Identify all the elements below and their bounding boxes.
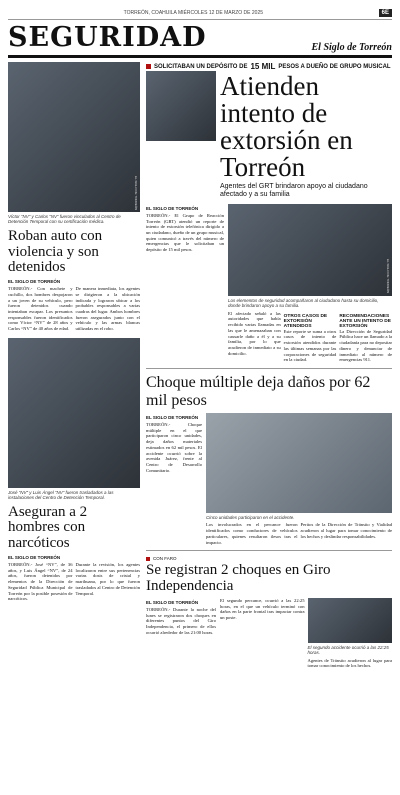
main-deck-column — [146, 71, 216, 200]
main-deck: Agentes del GRT brindaron apoyo al ciudadano afectado y a su familia — [220, 183, 368, 199]
giro-photo — [308, 598, 393, 643]
giro-right — [220, 598, 392, 669]
giro-photo-wrap — [308, 598, 393, 669]
page-number: 6E — [379, 9, 392, 17]
giro-left — [146, 598, 216, 669]
giro-photo-caption: El segundo accidente ocurrió a las 22:25 horas. — [307, 644, 389, 656]
main-col2: El afectado señaló a las autoridades que había recibido varias llamadas en las que le amenazaban con causarle daño a él y a su familia, por lo que acudieron de inmediato a su domicilio. — [228, 310, 281, 356]
crash-col1: TORREÓN.- Choque múltiple en el que participaron cinco unidades, deja daños materiales estimados en 62 mil pesos. El accidente ocurrió sobre la avenida Juárez, frente al Centro de Desarrollo Comunitario. — [146, 421, 202, 473]
story1-col2: De manera inmediata, los agentes se dirigieron a la ubicación indicada y lograron ubicar a los probables responsables a varias cuadras del lugar. Ambos hombres fueron asegurados junto con el vehículo y las armas blancas utilizadas en el robo. — [75, 286, 140, 332]
story1-photo-caption: Víctor “NV” y Carlos “NV” fueron vinculados al Centro de Detención Temporal con su certificación médica. — [8, 214, 121, 225]
crash-right — [206, 413, 392, 545]
crash-byline: EL SIGLO DE TORREÓN — [146, 414, 199, 420]
story2-photo-caption: José “NV” y Luis Ángel “NV” fueron trasladados a las instalaciones del Centro de Detención Temporal. — [8, 489, 114, 501]
story2-col1: TORREÓN.- José “NV”, de 36 años, y Luis Ángel “NV”, de 24 años, fueron detenidos por elementos de la Dirección de Seguridad Pública Municipal de Torreón por la posible posesión de narcóticos. — [8, 561, 73, 602]
giro-byline: EL SIGLO DE TORREÓN — [146, 599, 199, 605]
story2-byline: EL SIGLO DE TORREÓN — [8, 554, 61, 560]
section-title: SEGURIDAD — [8, 22, 207, 53]
crash-photo-caption: Cinco unidades participaron en el accidente. — [206, 514, 295, 520]
kicker-post: PESOS A DUEÑO DE GRUPO MUSICAL — [278, 63, 391, 70]
giro-mid-cols — [220, 598, 392, 669]
main-body-right — [228, 204, 392, 363]
main-sidehead: OTROS CASOS DE EXTORSIÓN ATENDIDOS — [283, 313, 328, 329]
right-column — [146, 62, 392, 669]
section-header — [8, 20, 392, 58]
story1-body — [8, 286, 140, 332]
crash-col3: Peritos de la Dirección de Tránsito y Vialidad acudieron al lugar para tomar conocimiento de los hechos y deslindar responsabilidades. — [300, 522, 392, 539]
main-lower-cols — [228, 311, 392, 363]
crash-left — [146, 413, 202, 545]
crash-photo — [206, 413, 392, 513]
crash-lower-cols — [206, 522, 392, 545]
giro-col3: Agentes de Tránsito acudieron al lugar para tomar conocimiento de los hechos. — [307, 657, 392, 669]
giro-headline: Se registran 2 choques en Giro Independencia — [146, 562, 331, 595]
main-col3: Este reporte se suma a otros casos de intento de extorsión atendidos durante las últimas semanas por las corporaciones de seguridad en la ciudad. — [283, 328, 337, 363]
main-story-body — [146, 204, 392, 363]
main-col3-wrap — [284, 311, 337, 363]
story2-photo — [8, 338, 140, 488]
main-byline: EL SIGLO DE TORREÓN — [146, 205, 199, 211]
crash-story — [146, 413, 392, 545]
masthead-logo: El Siglo de Torreón — [311, 42, 392, 53]
main-col4: La Dirección de Seguridad Pública hace un llamado a la ciudadanía para no depositar dinero y denunciar de inmediato al número de emergencias 911. — [339, 328, 393, 363]
main-photo-credit: EL SIGLO DE TORREÓN — [386, 259, 390, 294]
main-photo-caption: Los elementos de seguridad acompañaron al ciudadano hasta su domicilio, donde brindaron apoyo a su familia. — [228, 297, 379, 309]
story2-col2: Durante la revisión, los agentes localizaron entre sus pertenencias varias dosis de cristal y marihuana, por lo que fueron trasladados al Centro de Detención Temporal. — [75, 561, 140, 596]
main-head-column — [220, 71, 392, 200]
main-headline: Atienden intento de extorsión en Torreón — [220, 71, 353, 182]
giro-col2: El segundo percance, ocurrió a las 22:25 horas, en el que un vehículo terminó con daños en la parte frontal tras impactar contra un poste. — [220, 597, 305, 620]
kicker-marker-icon — [146, 64, 151, 69]
story1-byline: EL SIGLO DE TORREÓN — [8, 279, 61, 285]
giro-story — [146, 598, 392, 669]
main-kicker — [146, 62, 392, 71]
story1-photo-credit: EL SIGLO DE TORREÓN — [134, 175, 138, 210]
kicker-pre: SOLICITABAN UN DEPÓSITO DE — [154, 63, 248, 70]
top-bar — [8, 6, 392, 20]
main-sidehead-2: RECOMENDACIONES ANTE UN INTENTO DE EXTORSIÓN — [339, 313, 391, 329]
story2-body — [8, 562, 140, 602]
main-photo — [228, 204, 392, 296]
divider-2 — [146, 550, 392, 551]
story1-col1: TORREÓN.- Con machete y cuchillo, dos hombres despojaron a un joven de su vehículo, pero fueron detenidos cuando intentaban escapar. Los presuntos responsables fueron identificados como Víctor “NV” de 28 años y Carlos “NV” de 40 años de edad. — [8, 286, 73, 332]
giro-kicker — [146, 556, 392, 561]
giro-col1: TORREÓN.- Durante la noche del lunes se registraron dos choques en diferentes puntos del Giro Independencia, el primero de ellos ocurrió alrededor de las 21:00 horas. — [146, 606, 216, 635]
left-column — [8, 62, 140, 669]
crash-col2: Los involucrados en el percance fueron identificados como conductores de vehículos particulares, quienes resultaron ilesos tras el impacto. — [206, 522, 298, 545]
top-bar-date: TORREÓN, COAHUILA MIÉRCOLES 12 DE MARZO DE 2025 — [123, 9, 264, 16]
kicker-marker-icon — [146, 557, 150, 561]
giro-kicker-text: CON FARO — [153, 556, 177, 562]
main-body-left — [146, 204, 224, 363]
kicker-amount: 15 MIL — [250, 62, 276, 71]
page-columns — [8, 62, 392, 669]
main-col4-wrap — [339, 311, 392, 363]
main-story-top — [146, 71, 392, 200]
divider — [146, 368, 392, 369]
main-col1: TORREÓN.- El Grupo de Reacción Torreón (GRT) atendió un reporte de intento de extorsión telefónica dirigido a un ciudadano, dueño de un grupo musical, quien comunicó a través del número de emergencias que le solicitaban un depósito de 15 mil pesos. — [146, 212, 224, 253]
crash-headline: Choque múltiple deja daños por 62 mil pesos — [146, 373, 371, 409]
main-small-photo — [146, 71, 216, 141]
story1-headline: Roban auto con violencia y son detenidos — [8, 227, 103, 276]
story2-headline: Aseguran a 2 hombres con narcóticos — [8, 503, 88, 552]
story1-photo — [8, 62, 140, 212]
